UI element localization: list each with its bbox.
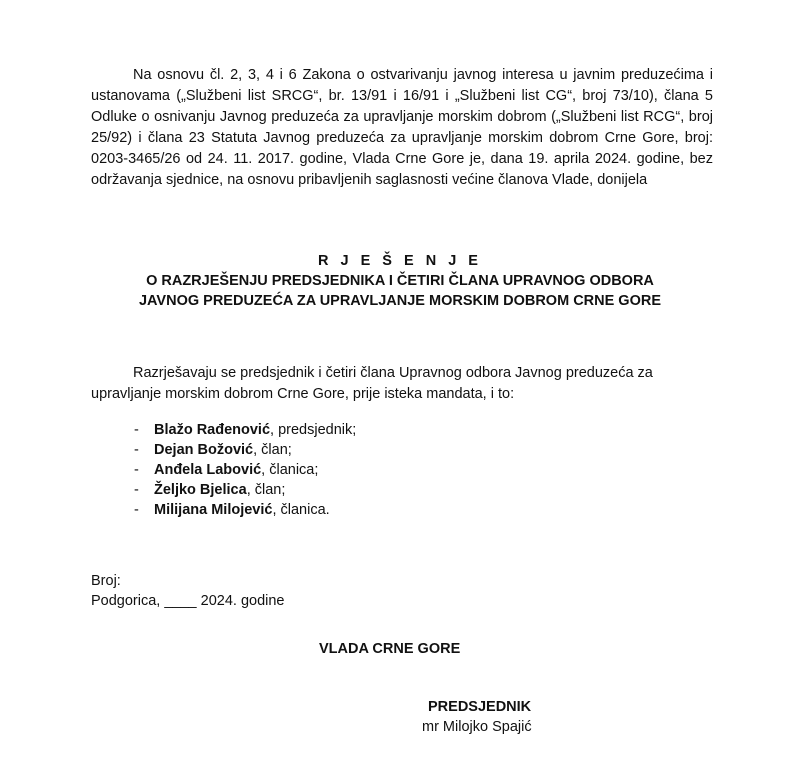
signature-block bbox=[422, 697, 532, 737]
signatory-role: PREDSJEDNIK bbox=[428, 699, 532, 715]
member-name: Milijana Milojević bbox=[154, 502, 273, 518]
member-name: Anđela Labović bbox=[154, 462, 262, 478]
government-name: VLADA CRNE GORE bbox=[319, 641, 461, 657]
title-line-2: O RAZRJEŠENJU PREDSJEDNIKA I ČETIRI ČLANA UPRAVNOG ODBORA bbox=[146, 273, 654, 289]
member-role: , član; bbox=[253, 442, 292, 458]
member-name: Željko Bjelica bbox=[154, 482, 247, 498]
list-dash: - bbox=[134, 482, 139, 498]
list-dash: - bbox=[134, 442, 139, 458]
signatory-name: mr Milojko Spajić bbox=[422, 719, 532, 735]
list-item bbox=[134, 460, 356, 480]
list-dash: - bbox=[134, 502, 139, 518]
list-item bbox=[134, 440, 356, 460]
members-list bbox=[134, 420, 356, 520]
preamble-paragraph: Na osnovu čl. 2, 3, 4 i 6 Zakona o ostvarivanju javnog interesa u javnim preduzećima i ustanovama („Službeni list SRCG“, br. 13/91 i 16/91 i „Službeni list CG“, broj 73/10), člana 5 Odluke o osnivanju Javnog preduzeća za upravljanje morskim dobrom („Službeni list RCG“, broj 25/92) i člana 23 Statuta Javnog preduzeća za upravljanje morskim dobrom Crne Gore, broj: 0203-3465/26 od 24. 11. 2017. godine, Vlada Crne Gore je, dana 19. aprila 2024. godine, bez održavanja sjednice, na osnovu pribavljenih saglasnosti većine članova Vlade, donijela bbox=[91, 67, 713, 188]
member-role: , član; bbox=[246, 482, 286, 498]
member-name: Blažo Rađenović bbox=[154, 422, 271, 438]
decision-title bbox=[0, 251, 800, 311]
member-role: , članica. bbox=[272, 502, 330, 518]
list-item bbox=[134, 500, 356, 520]
title-line-3: JAVNOG PREDUZEĆA ZA UPRAVLJANJE MORSKIM DOBROM CRNE GORE bbox=[138, 293, 662, 309]
list-dash: - bbox=[134, 462, 139, 478]
title-line-1: R J E Š E N J E bbox=[318, 253, 482, 269]
member-role: , članica; bbox=[261, 462, 319, 478]
decision-paragraph: Razrješavaju se predsjednik i četiri člana Upravnog odbora Javnog preduzeća za upravljanje morskim dobrom Crne Gore, prije isteka mandata, i to: bbox=[91, 365, 653, 402]
member-role: , predsjednik; bbox=[270, 422, 357, 438]
list-item bbox=[134, 480, 356, 500]
member-name: Dejan Božović bbox=[154, 442, 254, 458]
list-dash: - bbox=[134, 422, 139, 438]
list-item bbox=[134, 420, 356, 440]
place-date: Podgorica, ____ 2024. godine bbox=[91, 593, 285, 609]
document-number-label: Broj: bbox=[91, 573, 121, 589]
document-number-block bbox=[91, 571, 285, 611]
